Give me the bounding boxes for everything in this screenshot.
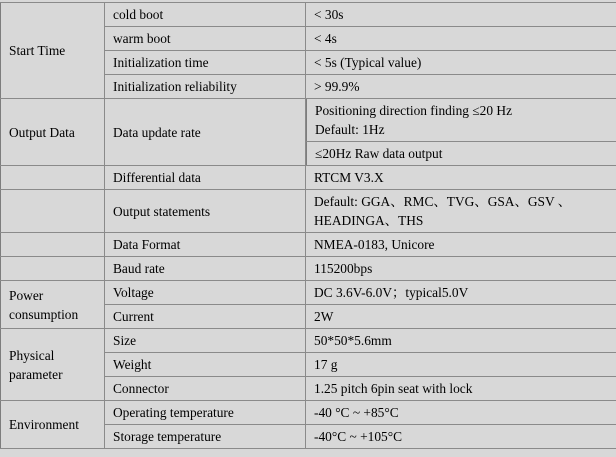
param-label-warm-boot: warm boot <box>105 27 306 51</box>
param-label-initialization-time: Initialization time <box>105 51 306 75</box>
value-current: 2W <box>306 305 616 329</box>
value-line-2: HEADINGA、THS <box>314 211 610 230</box>
param-label-current: Current <box>105 305 306 329</box>
value-connector: 1.25 pitch 6pin seat with lock <box>306 377 616 401</box>
value-storage-temperature: -40°C ~ +105°C <box>306 425 616 449</box>
value-initialization-reliability: > 99.9% <box>306 75 616 99</box>
value-data-update-rate-raw: ≤20Hz Raw data output <box>307 142 616 166</box>
param-label-voltage: Voltage <box>105 281 306 305</box>
value-output-statements <box>306 190 616 233</box>
group-label-physical-parameter: Physical parameter <box>1 329 105 401</box>
table-row <box>1 401 616 425</box>
value-voltage: DC 3.6V-6.0V；typical5.0V <box>306 281 616 305</box>
specification-table <box>0 2 616 449</box>
param-label-output-statements: Output statements <box>105 190 306 233</box>
param-label-baud-rate: Baud rate <box>105 257 306 281</box>
param-label-weight: Weight <box>105 353 306 377</box>
group-label-power-consumption: Power consumption <box>1 281 105 329</box>
value-differential-data: RTCM V3.X <box>306 166 616 190</box>
value-data-update-rate-primary <box>307 99 616 142</box>
param-label-connector: Connector <box>105 377 306 401</box>
value-cold-boot: < 30s <box>306 3 616 27</box>
param-label-differential-data: Differential data <box>105 166 306 190</box>
value-data-format: NMEA-0183, Unicore <box>306 233 616 257</box>
param-label-data-update-rate: Data update rate <box>105 99 306 166</box>
param-label-data-format: Data Format <box>105 233 306 257</box>
table-row <box>1 3 616 27</box>
table-row <box>1 190 616 233</box>
param-label-storage-temperature: Storage temperature <box>105 425 306 449</box>
group-label-output-data: Output Data <box>1 99 105 166</box>
param-label-size: Size <box>105 329 306 353</box>
param-label-cold-boot: cold boot <box>105 3 306 27</box>
param-label-initialization-reliability: Initialization reliability <box>105 75 306 99</box>
group-label-empty <box>1 257 105 281</box>
value-baud-rate: 115200bps <box>306 257 616 281</box>
table-row <box>1 281 616 305</box>
value-operating-temperature: -40 °C ~ +85°C <box>306 401 616 425</box>
value-line-2: Default: 1Hz <box>315 120 610 139</box>
group-label-empty <box>1 190 105 233</box>
table-row <box>1 329 616 353</box>
table-row <box>1 99 616 166</box>
value-weight: 17 g <box>306 353 616 377</box>
value-line-1: Default: GGA、RMC、TVG、GSA、GSV 、 <box>314 192 610 211</box>
param-label-operating-temperature: Operating temperature <box>105 401 306 425</box>
value-warm-boot: < 4s <box>306 27 616 51</box>
table-row <box>1 166 616 190</box>
value-initialization-time: < 5s (Typical value) <box>306 51 616 75</box>
value-size: 50*50*5.6mm <box>306 329 616 353</box>
table-row <box>1 233 616 257</box>
value-line-1: Positioning direction finding ≤20 Hz <box>315 101 610 120</box>
table-row <box>1 257 616 281</box>
group-label-start-time: Start Time <box>1 3 105 99</box>
value-data-update-rate <box>306 99 616 166</box>
group-label-empty <box>1 233 105 257</box>
group-label-empty <box>1 166 105 190</box>
group-label-environment: Environment <box>1 401 105 449</box>
